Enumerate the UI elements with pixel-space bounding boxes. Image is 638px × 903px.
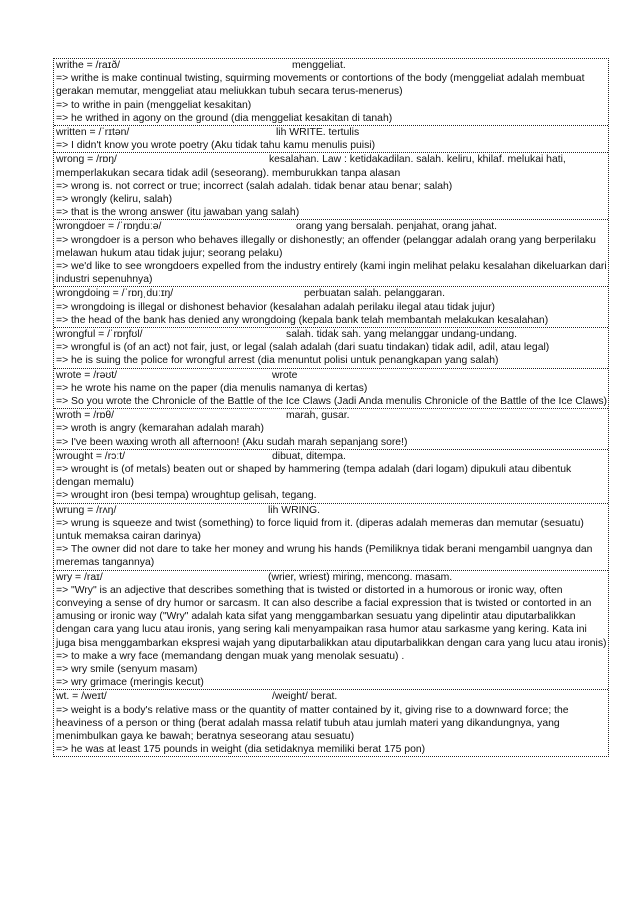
entry-line: => writhe is make continual twisting, squirming movements or contortions of the body (menggeliat adalah membuat gerakan memutar, menggeliat atau meliukkan tubuh secara terus-menerus) — [56, 73, 585, 98]
entry-header — [56, 126, 608, 139]
entry-term: wrong = /rɒŋ/ — [56, 154, 117, 166]
entry-line: => wry smile (senyum masam) — [56, 663, 198, 675]
entry-line: => wrung is squeeze and twist (something) to force liquid from it. (diperas adalah memeras dan memutar (sesuatu) untuk memaksa cairan darinya) — [56, 517, 584, 542]
entry-definition: salah. tidak sah. yang melanggar undang-undang. — [286, 329, 518, 340]
entry-wrought — [54, 450, 608, 504]
entry-term: wrongdoing = /ˈrɒŋˌduːɪŋ/ — [56, 288, 174, 300]
entry-term: wrongdoer = /ˈrɒŋduːə/ — [56, 221, 162, 233]
entry-line: => wrongly (keliru, salah) — [56, 194, 173, 205]
entry-definition: kesalahan. Law : ketidakadilan. salah. keliru, khilaf. melukai hati, memperlakukan secara tidak adil (seseorang). memburukkan tanpa alasan — [56, 154, 566, 179]
entry-term: wrongful = /ˈrɒŋfʊl/ — [56, 329, 143, 340]
entry-wrong — [54, 153, 608, 220]
entry-line: => "Wry" is an adjective that describes something that is twisted or distorted in a humorous or ironic way, often conveying a sense of dry humor or sarcasm. It can also describe a facial expression that is twisted or contorted in an amusing or ironic way ("Wry" adalah kata sifat yang menggambarkan sesuatu yang dipelintir atau diputarbalikkan dengan cara yang lucu atau ironis, yang sering kali menyampaikan rasa humor atau sarkasme yang kering. Kata ini juga bisa menggambarkan ekspresi wajah yang diputarbalikkan atau diputarbalikkan dengan cara yang lucu atau ironis) — [56, 584, 607, 649]
entry-definition: wrote — [272, 369, 298, 381]
entry-line: => I didn't know you wrote poetry (Aku tidak tahu kamu menulis puisi) — [56, 140, 376, 152]
dictionary-document — [53, 58, 609, 757]
entry-term: wrung = /rʌŋ/ — [56, 504, 117, 516]
entry-line: => wrong is. not correct or true; incorrect (salah adalah. tidak benar atau benar; salah) — [56, 180, 453, 192]
entry-line: => he is suing the police for wrongful arrest (dia menuntut polisi untuk penangkapan yang salah) — [56, 355, 499, 367]
entry-line: => wroth is angry (kemarahan adalah marah) — [56, 423, 264, 435]
entry-wrote — [54, 369, 608, 410]
entry-term: wry = /raɪ/ — [56, 571, 103, 583]
entry-line: => the head of the bank has denied any wrongdoing (kepala bank telah membantah melakukan kesalahan) — [56, 314, 549, 326]
entry-term: writhe = /raɪð/ — [56, 60, 121, 71]
entry-term: wrote = /rəʊt/ — [56, 369, 118, 381]
entry-line: => that is the wrong answer (itu jawaban yang salah) — [56, 207, 300, 219]
entry-line: => we'd like to see wrongdoers expelled from the industry entirely (kami ingin melihat pelaku kesalahan dikeluarkan dari industri sepenuhnya) — [56, 261, 607, 286]
entry-term: wrought = /rɔːt/ — [56, 450, 126, 462]
entry-line: => The owner did not dare to take her money and wrung his hands (Pemiliknya tidak berani mengambil uangnya dan meremas tangannya) — [56, 544, 593, 569]
entry-header — [56, 153, 608, 179]
entry-line: => weight is a body's relative mass or the quantity of matter contained by it, giving rise to a downward force; the heaviness of a person or thing (berat adalah massa relatif tubuh atau jumlah materi yang dikandungnya, yang menimbulkan gaya ke bawah; beratnya seseorang atau sesuatu) — [56, 704, 569, 742]
entry-term: written = /ˈrɪtən/ — [56, 127, 130, 138]
entry-wrung — [54, 504, 608, 571]
entry-header — [56, 409, 608, 422]
entry-line: => he writhed in agony on the ground (dia menggeliat kesakitan di tanah) — [56, 112, 393, 124]
entry-line: => So you wrote the Chronicle of the Battle of the Ice Claws (Jadi Anda menulis Chronicle of the Battle of the Ice Claws) — [56, 395, 607, 407]
entry-line: => he wrote his name on the paper (dia menulis namanya di kertas) — [56, 382, 368, 394]
entry-written — [54, 126, 608, 153]
entry-header — [56, 450, 608, 463]
entry-line: => wry grimace (meringis kecut) — [56, 677, 204, 689]
entry-header — [56, 571, 608, 584]
entry-definition: lih WRING. — [268, 504, 320, 516]
entry-wroth — [54, 409, 608, 450]
entry-line: => wrongdoing is illegal or dishonest behavior (kesalahan adalah perilaku ilegal atau tidak jujur) — [56, 301, 495, 313]
entry-line: => wrongdoer is a person who behaves illegally or dishonestly; an offender (pelanggar adalah orang yang berperilaku melawan hukum atau tidak jujur; seorang pelaku) — [56, 234, 596, 259]
entry-writhe — [54, 59, 608, 126]
entry-definition: lih WRITE. tertulis — [276, 127, 360, 138]
entry-line: => to make a wry face (memandang dengan muak yang menolak sesuatu) . — [56, 650, 405, 662]
entry-header — [56, 287, 608, 300]
entry-definition: orang yang bersalah. penjahat, orang jahat. — [296, 221, 498, 233]
entry-header — [56, 220, 608, 233]
entry-header — [56, 369, 608, 382]
entry-wrongful — [54, 328, 608, 369]
entry-definition: marah, gusar. — [286, 410, 350, 422]
entry-header — [56, 59, 608, 72]
entry-line: => wrongful is (of an act) not fair, just, or legal (salah adalah (dari suatu tindakan) tidak adil, adil, atau legal) — [56, 342, 550, 354]
entry-term: wt. = /weɪt/ — [56, 691, 107, 703]
entry-line: => wrought iron (besi tempa) wroughtup gelisah, tegang. — [56, 490, 317, 502]
entry-wt — [54, 690, 608, 756]
entry-header — [56, 328, 608, 341]
entry-wrongdoer — [54, 220, 608, 287]
entry-wry — [54, 571, 608, 691]
entry-line: => wrought is (of metals) beaten out or shaped by hammering (tempa adalah (dari logam) dipukuli atau dibentuk dengan memalu) — [56, 463, 572, 489]
entry-wrongdoing — [54, 287, 608, 328]
entry-definition: perbuatan salah. pelanggaran. — [304, 288, 445, 300]
entry-definition: dibuat, ditempa. — [272, 450, 346, 462]
entry-definition: menggeliat. — [292, 60, 346, 71]
entry-term: wroth = /rɒθ/ — [56, 410, 115, 422]
entry-definition: /weight/ berat. — [272, 691, 338, 703]
entry-line: => to writhe in pain (menggeliat kesakitan) — [56, 99, 252, 111]
entry-header — [56, 504, 608, 517]
entry-definition: (wrier, wriest) miring, mencong. masam. — [268, 571, 453, 583]
entry-header — [56, 690, 608, 703]
entry-line: => I've been waxing wroth all afternoon! (Aku sudah marah sepanjang sore!) — [56, 436, 408, 448]
entry-line: => he was at least 175 pounds in weight (dia setidaknya memiliki berat 175 pon) — [56, 744, 426, 756]
